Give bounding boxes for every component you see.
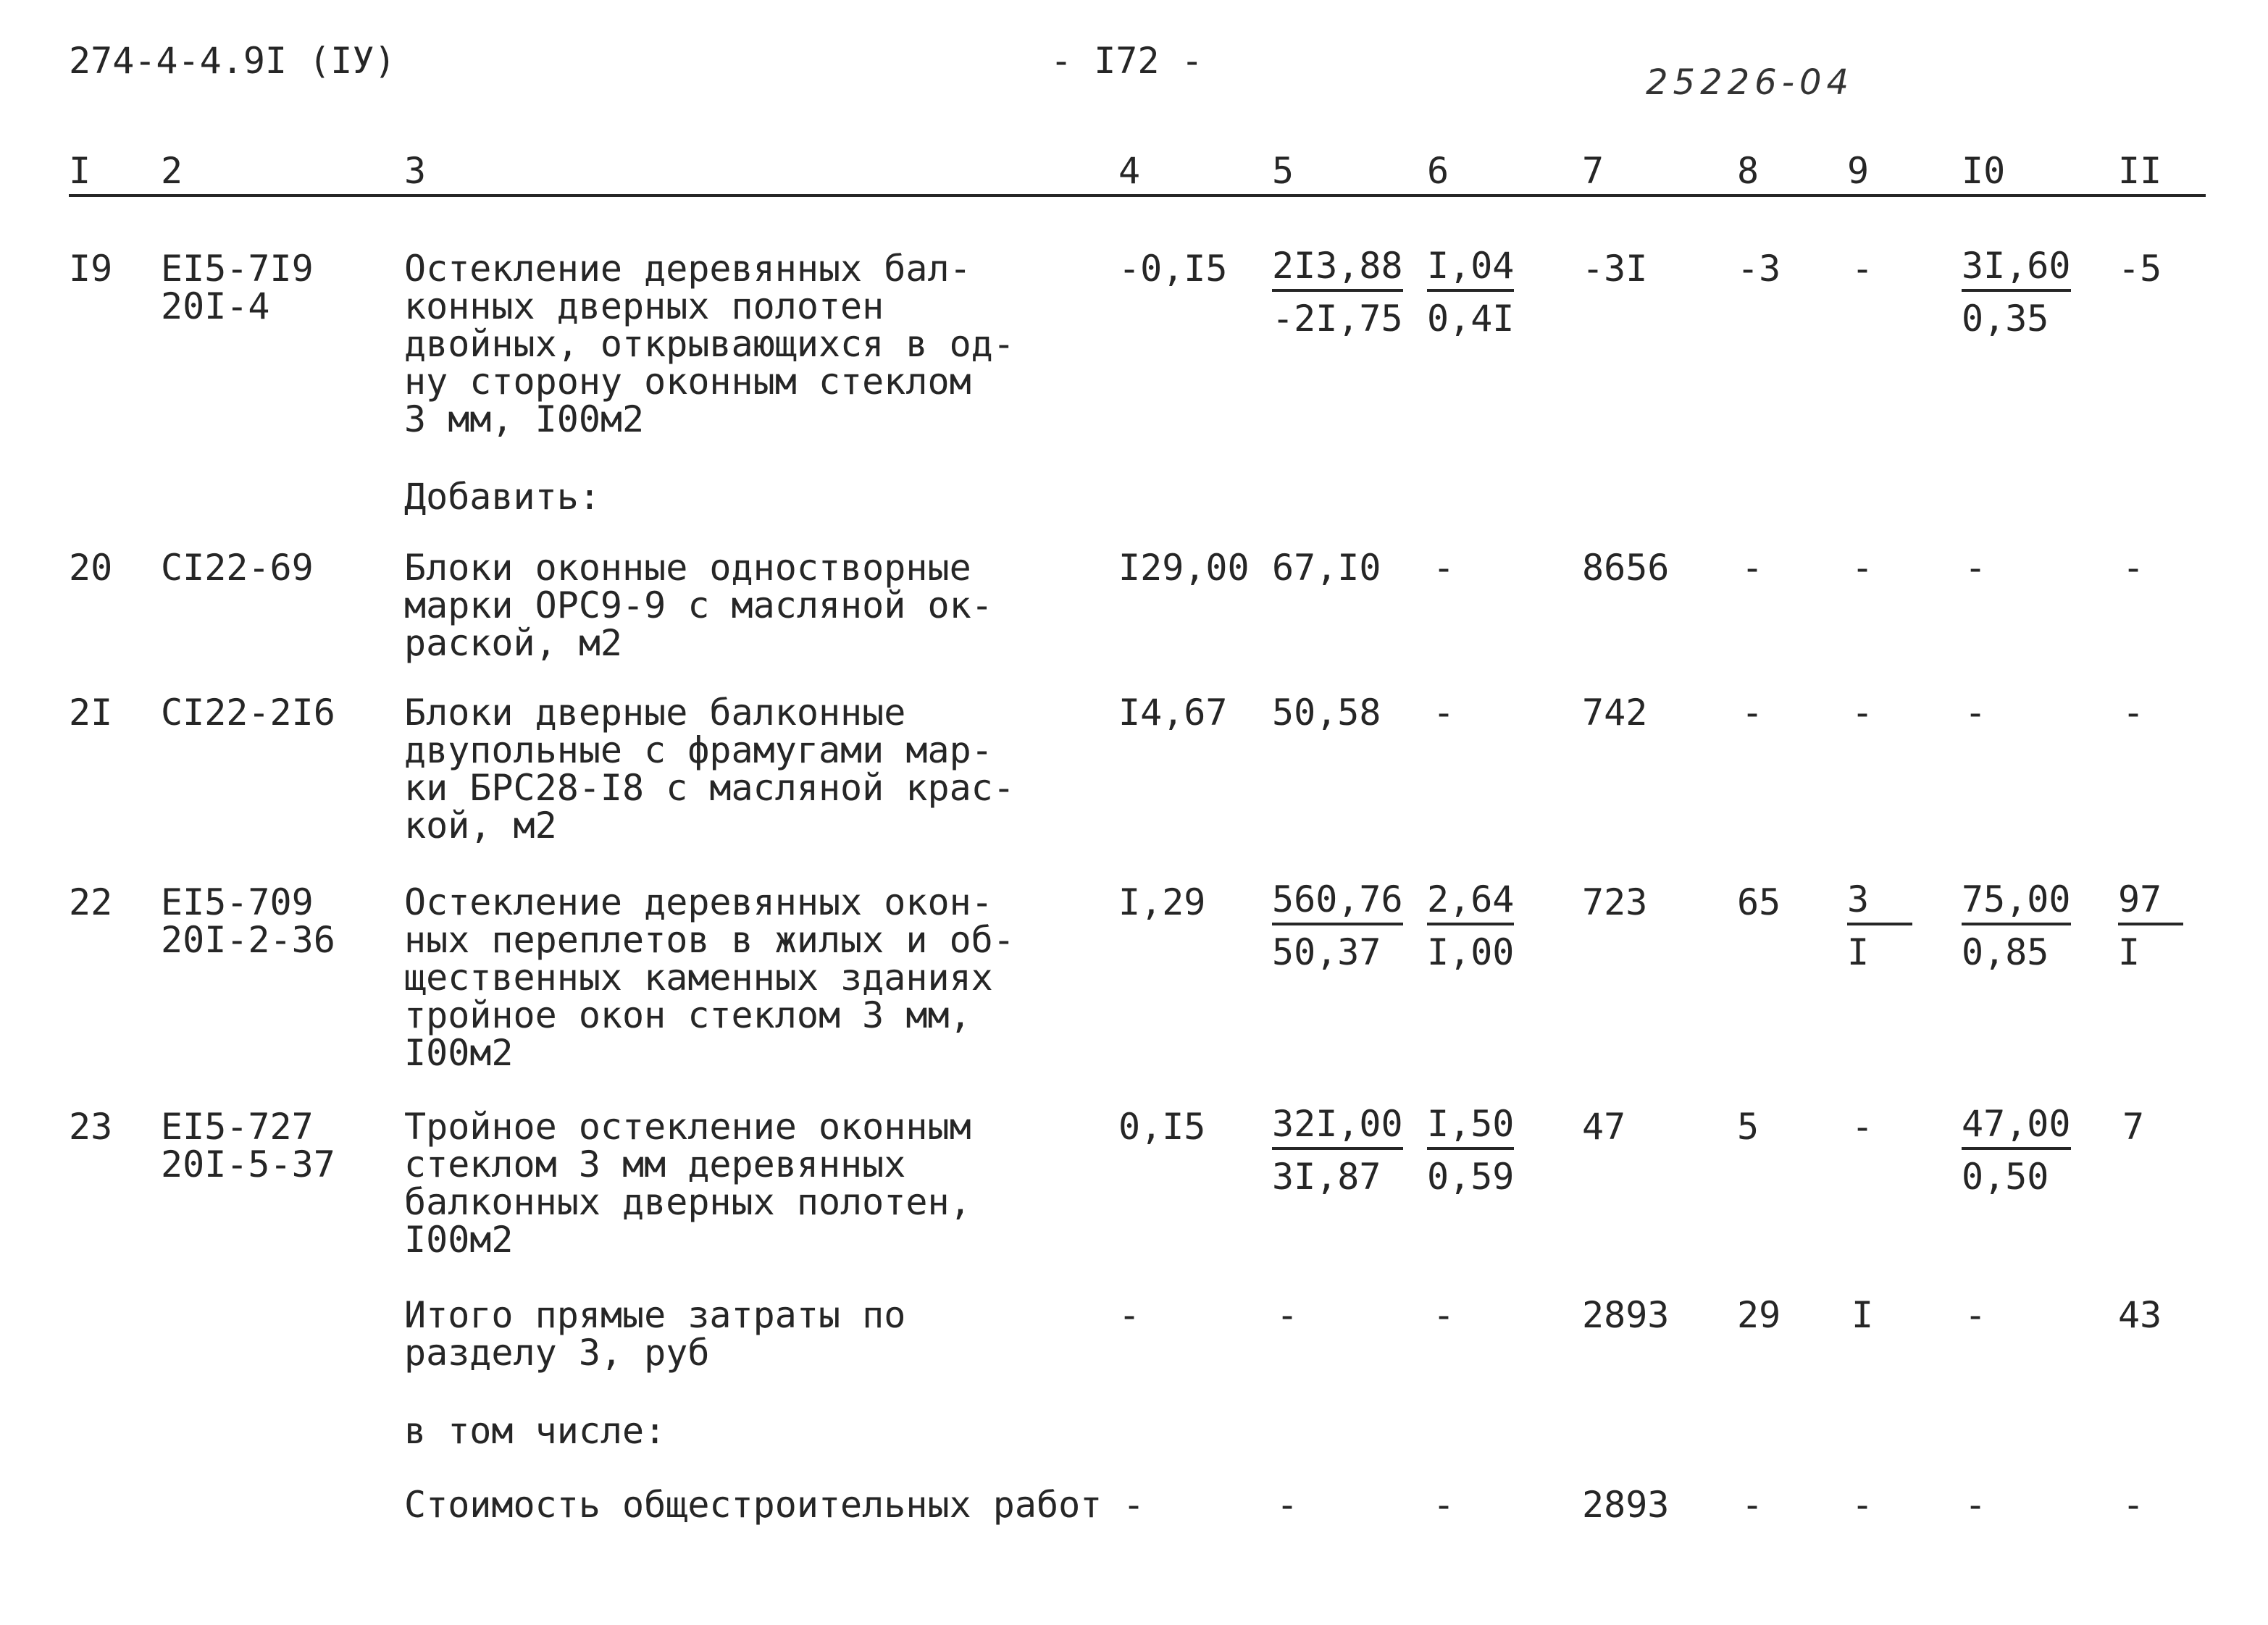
labor-unit: -: [1964, 692, 1987, 734]
machine-cost: -: [1433, 547, 1455, 589]
total-cost: 47: [1582, 1106, 1626, 1148]
labor-fraction: [1962, 878, 2071, 979]
labor-total-machine: I: [2118, 931, 2141, 973]
quantity: I29,00: [1118, 547, 1250, 589]
column-header-1: I: [69, 150, 91, 192]
quantity: -: [1123, 1484, 1145, 1526]
row-number: I9: [69, 248, 113, 290]
column-header-2: 2: [161, 150, 183, 192]
machine-cost-fraction: [1427, 244, 1514, 345]
machine-cost: -: [1433, 1294, 1455, 1336]
column-header-7: 7: [1582, 150, 1604, 192]
wages: 5: [1737, 1106, 1759, 1148]
column-header-row: [0, 152, 2268, 196]
labor-unit: 47,00: [1962, 1102, 2071, 1150]
header-rule: [69, 194, 2206, 197]
labor-total: 97: [2118, 878, 2183, 925]
page-number: - I72 -: [1050, 40, 1203, 82]
machine-wages: -: [1851, 248, 1874, 290]
wages: 65: [1737, 881, 1781, 923]
machine-wages: -: [1851, 1484, 1874, 1526]
labor-machine: 0,50: [1962, 1156, 2049, 1198]
column-header-6: 6: [1427, 150, 1449, 192]
labor-total: 7: [2122, 1106, 2145, 1148]
labor-total: -: [2122, 1484, 2145, 1526]
column-header-5: 5: [1272, 150, 1294, 192]
total-cost: 2893: [1582, 1294, 1670, 1336]
labor-total: -5: [2118, 248, 2162, 290]
general-cost-label: Стоимость общестроительных работ: [404, 1484, 1102, 1526]
labor-total-fraction: [2118, 878, 2183, 979]
machine-wages: -: [1851, 1106, 1874, 1148]
machine-wages-fraction: [1847, 878, 1912, 979]
price-code: 20I-2-36: [161, 919, 335, 961]
labor-total: -: [2122, 692, 2145, 734]
norm-code: CI22-69: [161, 547, 314, 589]
unit-cost: 67,I0: [1272, 547, 1381, 589]
work-description: Остекление деревянных окон- ных переплетов в жилых и об- щественных каменных зданиях тройное окон стеклом 3 мм, I00м2: [404, 881, 1015, 1074]
total-cost: -3I: [1582, 248, 1648, 290]
work-description: Блоки оконные одностворные марки ОРС9-9 с масляной ок- раской, м2: [404, 547, 993, 664]
total-cost: 2893: [1582, 1484, 1670, 1526]
machine-wages: -: [1851, 547, 1874, 589]
price-code: 20I-5-37: [161, 1143, 335, 1185]
machine-wages: I: [1851, 1294, 1874, 1336]
price-code: 20I-4: [161, 285, 270, 327]
add-label: Добавить:: [404, 476, 601, 518]
handwritten-number: 25226-04: [1646, 62, 1854, 103]
row-number: 22: [69, 881, 113, 923]
unit-cost-wages: -2I,75: [1272, 298, 1403, 340]
unit-cost: -: [1276, 1484, 1299, 1526]
labor-unit: -: [1964, 1294, 1987, 1336]
norm-code: CI22-2I6: [161, 692, 335, 734]
labor-total: 43: [2118, 1294, 2162, 1336]
labor-unit: 75,00: [1962, 878, 2071, 925]
labor-fraction: [1962, 1102, 2071, 1204]
document-code: 274-4-4.9I (IУ): [69, 40, 396, 82]
total-label: Итого прямые затраты по разделу 3, руб: [404, 1294, 906, 1374]
unit-cost-wages: 3I,87: [1272, 1156, 1381, 1198]
quantity: 0,I5: [1118, 1106, 1206, 1148]
work-description: Блоки дверные балконные двупольные с фрамугами мар- ки БРС28-I8 с масляной крас- кой, м2: [404, 692, 1015, 847]
machine-wages-part: I: [1847, 931, 1870, 973]
wages: 29: [1737, 1294, 1781, 1336]
machine-cost: -: [1433, 1484, 1455, 1526]
labor-machine: 0,35: [1962, 298, 2049, 340]
wages: -: [1741, 1484, 1764, 1526]
norm-code: EI5-709: [161, 881, 314, 923]
column-header-8: 8: [1737, 150, 1759, 192]
unit-cost-fraction: [1272, 244, 1403, 345]
machine-cost-fraction: [1427, 1102, 1514, 1204]
quantity: I4,67: [1118, 692, 1228, 734]
column-header-4: 4: [1118, 150, 1141, 192]
labor-fraction: [1962, 244, 2071, 345]
unit-cost: -: [1276, 1294, 1299, 1336]
column-header-11: II: [2118, 150, 2162, 192]
wages: -: [1741, 692, 1764, 734]
unit-cost-wages: 50,37: [1272, 931, 1381, 973]
machine-cost-total: I,50: [1427, 1102, 1514, 1150]
machine-cost-fraction: [1427, 878, 1514, 979]
machine-cost-wages: 0,59: [1427, 1156, 1515, 1198]
norm-code: EI5-7I9: [161, 248, 314, 290]
machine-cost-total: I,04: [1427, 244, 1514, 292]
column-header-3: 3: [404, 150, 427, 192]
labor-unit: 3I,60: [1962, 244, 2071, 292]
column-header-10: I0: [1962, 150, 2006, 192]
labor-unit: -: [1964, 547, 1987, 589]
machine-wages: -: [1851, 692, 1874, 734]
machine-cost-total: 2,64: [1427, 878, 1514, 925]
including-label: в том числе:: [404, 1410, 666, 1452]
labor-total: -: [2122, 547, 2145, 589]
total-cost: 8656: [1582, 547, 1670, 589]
machine-cost: -: [1433, 692, 1455, 734]
unit-cost-fraction: [1272, 1102, 1403, 1204]
total-cost: 723: [1582, 881, 1648, 923]
unit-cost-total: 2I3,88: [1272, 244, 1403, 292]
machine-wages-total: 3: [1847, 878, 1912, 925]
work-description: Остекление деревянных бал- конных дверных полотен двойных, открывающихся в од- ну сторону оконным стеклом 3 мм, I00м2: [404, 248, 1015, 440]
unit-cost-fraction: [1272, 878, 1403, 979]
row-number: 20: [69, 547, 113, 589]
unit-cost-total: 32I,00: [1272, 1102, 1403, 1150]
quantity: -0,I5: [1118, 248, 1228, 290]
unit-cost-total: 560,76: [1272, 878, 1403, 925]
total-cost: 742: [1582, 692, 1648, 734]
norm-code: EI5-727: [161, 1106, 314, 1148]
quantity: I,29: [1118, 881, 1206, 923]
machine-cost-wages: I,00: [1427, 931, 1515, 973]
column-header-9: 9: [1847, 150, 1870, 192]
wages: -3: [1737, 248, 1781, 290]
labor-machine: 0,85: [1962, 931, 2049, 973]
quantity: -: [1118, 1294, 1141, 1336]
wages: -: [1741, 547, 1764, 589]
row-number: 2I: [69, 692, 113, 734]
unit-cost: 50,58: [1272, 692, 1381, 734]
row-number: 23: [69, 1106, 113, 1148]
labor-unit: -: [1964, 1484, 1987, 1526]
machine-cost-wages: 0,4I: [1427, 298, 1515, 340]
work-description: Тройное остекление оконным стеклом 3 мм деревянных балконных дверных полотен, I00м2: [404, 1106, 971, 1261]
